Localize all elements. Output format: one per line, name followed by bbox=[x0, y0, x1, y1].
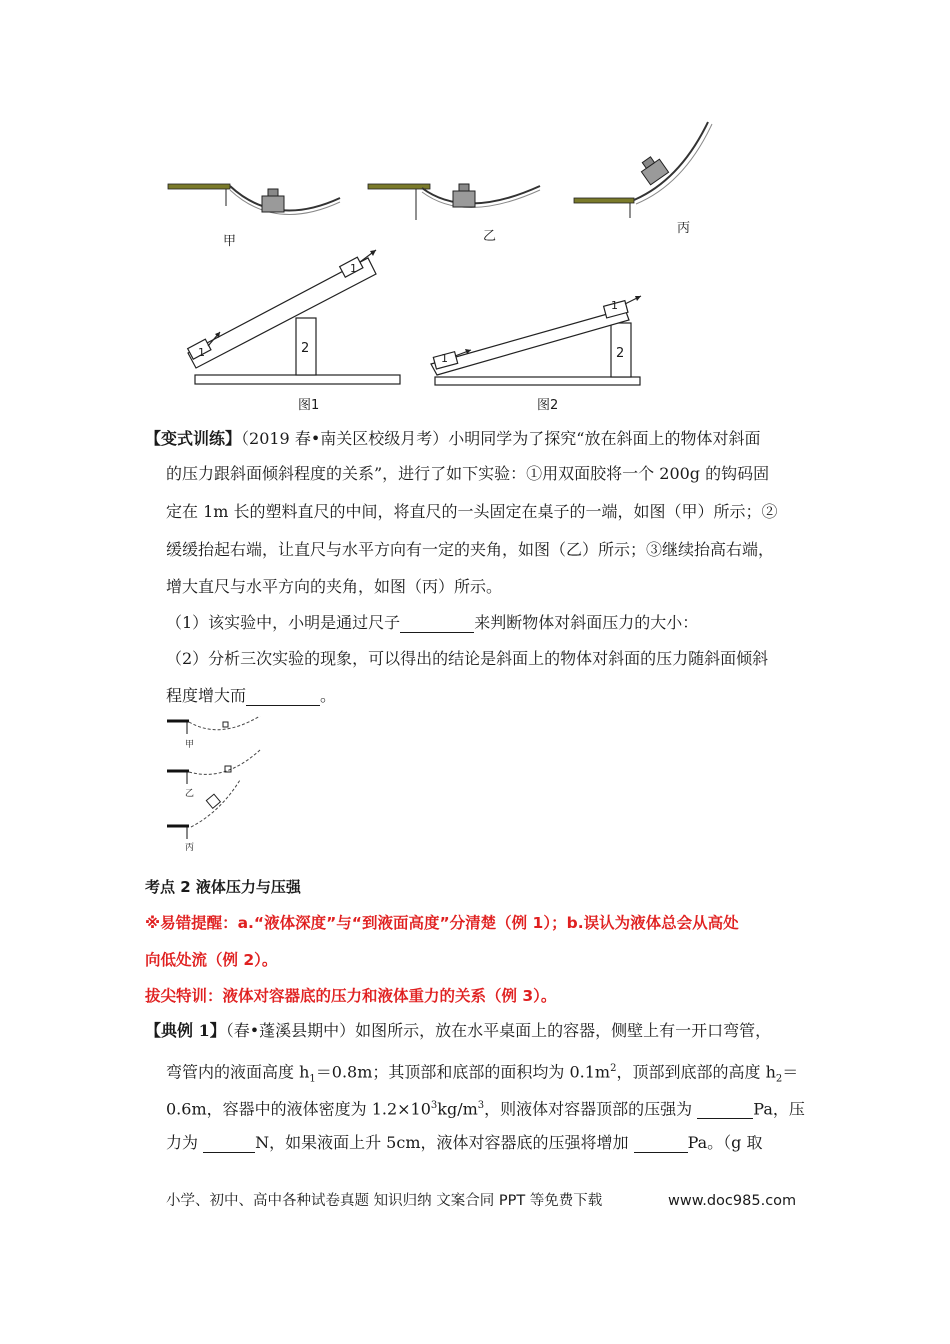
example1-line-1: 【典例 1】（春•蓬溪县期中）如图所示，放在水平桌面上的容器，侧壁上有一开口弯管， bbox=[145, 1021, 772, 1040]
bent-rulers-drawing bbox=[160, 110, 750, 250]
small-label-jia: 甲 bbox=[185, 740, 195, 750]
variant-tag: 【变式训练】 bbox=[145, 429, 242, 448]
answer-blank-pressure-increase[interactable] bbox=[634, 1136, 688, 1153]
figure-small-rulers bbox=[165, 712, 275, 857]
question-1: （1）该实验中，小明是通过尺子 来判断物体对斜面压力的大小： bbox=[166, 613, 699, 632]
answer-blank-2[interactable] bbox=[246, 689, 320, 706]
small-label-yi: 乙 bbox=[185, 789, 195, 799]
warning-line-2: 向低处流（例 2）。 bbox=[145, 951, 278, 969]
block-label-low: 1 bbox=[441, 352, 448, 365]
block-label-low: 1 bbox=[198, 346, 205, 359]
example1-line-4: 力为 N，如果液面上升 5cm，液体对容器底的压强将增加 Pa。（g 取 bbox=[166, 1133, 763, 1152]
question-2-line-2: 程度增大而 。 bbox=[166, 686, 337, 705]
figure-incline-1 bbox=[180, 248, 410, 413]
support-label: 2 bbox=[301, 341, 310, 356]
figure-incline-2 bbox=[425, 282, 655, 412]
footer-url[interactable]: www.doc985.com bbox=[668, 1193, 797, 1209]
answer-blank-1[interactable] bbox=[400, 616, 474, 633]
variant-line-1: 【变式训练】（2019 春•南关区校级月考）小明同学为了探究“放在斜面上的物体对斜面 bbox=[145, 429, 761, 448]
special-training: 拔尖特训：液体对容器底的压力和液体重力的关系（例 3）。 bbox=[145, 987, 557, 1005]
example1-line-2: 弯管内的液面高度 $h_1=0.8m$；其顶部和底部的面积均为 $0.1m^2$，顶部到底部的高度 $h_2=$ bbox=[166, 1062, 799, 1085]
small-rulers-drawing bbox=[165, 712, 275, 857]
warning-line-1: ※易错提醒：a.“液体深度”与“到液面高度”分清楚（例 1）；b.误认为液体总会从高处 bbox=[145, 914, 739, 932]
block-label-high: 1 bbox=[611, 299, 618, 312]
figure-bent-rulers bbox=[160, 110, 750, 250]
footer-text: 小学、初中、高中各种试卷真题 知识归纳 文案合同 PPT 等免费下载 bbox=[166, 1193, 603, 1209]
variant-line-3: 定在 1m 长的塑料直尺的中间，将直尺的一头固定在桌子的一端，如图（甲）所示；② bbox=[166, 502, 778, 521]
label-jia: 甲 bbox=[223, 234, 237, 249]
answer-blank-force[interactable] bbox=[203, 1136, 255, 1153]
small-label-bing: 丙 bbox=[185, 843, 195, 853]
variant-line-4: 缓缓抬起右端，让直尺与水平方向有一定的夹角，如图（乙）所示；③继续抬高右端， bbox=[166, 540, 775, 559]
example1-tag: 【典例 1】 bbox=[145, 1021, 226, 1040]
label-yi: 乙 bbox=[483, 229, 497, 244]
question-2-line-1: （2）分析三次实验的现象，可以得出的结论是斜面上的物体对斜面的压力随斜面倾斜 bbox=[166, 649, 769, 668]
example1-line-3: 0.6m，容器中的液体密度为 $1.2\times 10^3kg/m^3$，则液体对容器顶部的压强为 Pa，压 bbox=[166, 1099, 805, 1119]
answer-blank-top-pressure[interactable] bbox=[697, 1102, 753, 1119]
variant-line-2: 的压力跟斜面倾斜程度的关系”，进行了如下实验：①用双面胶将一个 200g 的钩码固 bbox=[166, 464, 770, 483]
variant-line-5: 增大直尺与水平方向的夹角，如图（丙）所示。 bbox=[166, 577, 503, 596]
block-label-high: 1 bbox=[350, 262, 357, 275]
incline-1-drawing bbox=[180, 248, 410, 388]
label-bing: 丙 bbox=[677, 221, 691, 236]
caption-fig1: 图1 bbox=[298, 398, 320, 413]
section-title: 考点 2 液体压力与压强 bbox=[145, 878, 301, 896]
caption-fig2: 图2 bbox=[537, 398, 559, 413]
support-label: 2 bbox=[616, 346, 625, 361]
incline-2-drawing bbox=[425, 282, 655, 392]
